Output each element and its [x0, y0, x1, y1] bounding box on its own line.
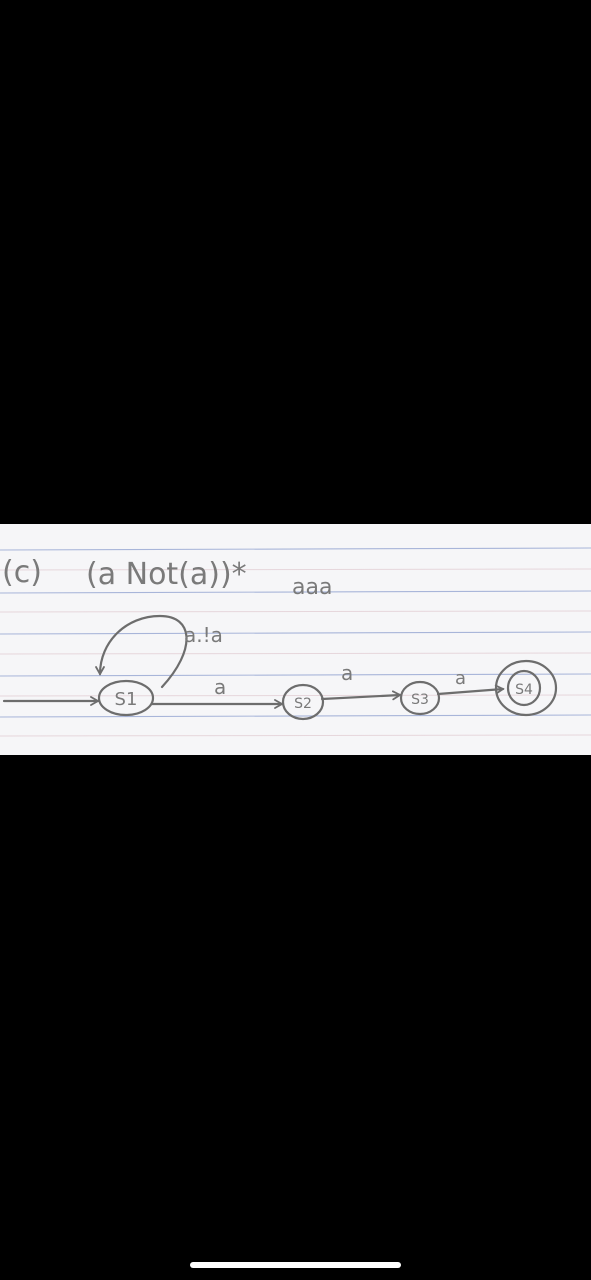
state-s2 [283, 685, 323, 719]
problem-label: (c) [2, 555, 42, 590]
transition-s3-s4 [438, 689, 503, 694]
state-s3-label: S3 [411, 692, 429, 708]
state-s3 [401, 682, 439, 714]
transition-label-s2-s3: a [341, 661, 354, 685]
transition-s1-loop [100, 616, 187, 687]
state-s1 [99, 681, 153, 715]
transition-label-s1-s2: a [214, 675, 227, 699]
automaton-diagram [0, 524, 591, 755]
notebook-photo [0, 524, 591, 755]
state-s2-label: S2 [294, 696, 312, 712]
transition-label-s1-loop: a.!a [184, 623, 223, 647]
state-s1-label: S1 [114, 689, 138, 710]
transition-label-s3-s4: a [455, 668, 467, 689]
state-s4-label: S4 [515, 682, 533, 698]
regex-suffix: aaa [292, 575, 333, 600]
state-s4 [496, 661, 556, 715]
home-indicator[interactable] [190, 1262, 401, 1268]
regex-expression: (a Not(a))* [86, 557, 247, 592]
